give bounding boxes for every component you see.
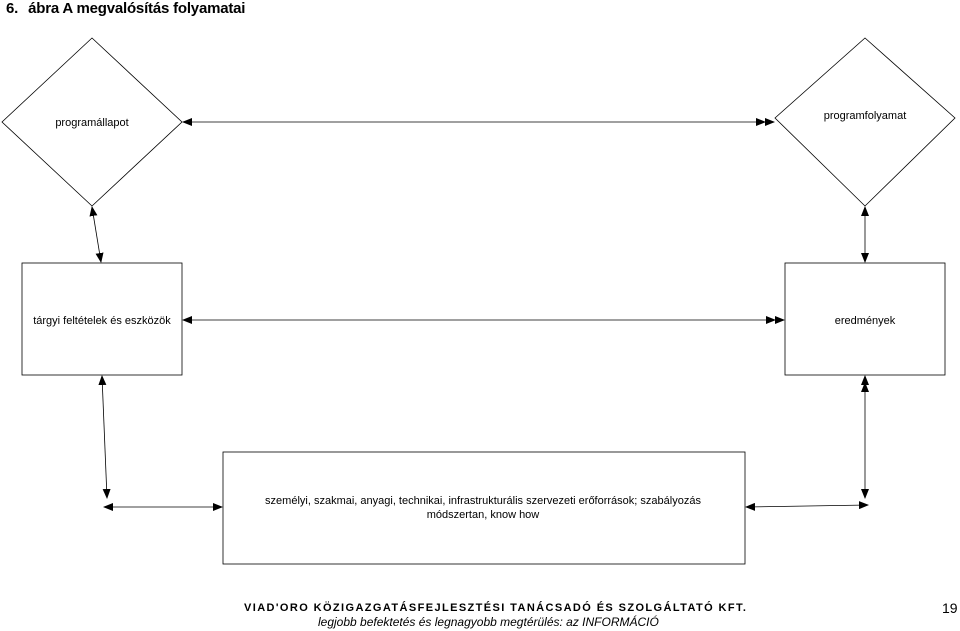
label-programfolyamat: programfolyamat xyxy=(823,110,907,122)
label-programallapot: programállapot xyxy=(55,117,129,129)
label-targyi: tárgyi feltételek és eszközök xyxy=(33,315,171,327)
arrow-bottom-right-horizontal xyxy=(746,505,868,507)
diamond-programfolyamat xyxy=(775,38,955,206)
page-number: 19 xyxy=(942,600,958,616)
footer-slogan: legjobb befektetés és legnagyobb megtérülés: az INFORMÁCIÓ xyxy=(318,615,659,629)
label-eroforrasok-line1: személyi, szakmai, anyagi, technikai, infrastrukturális szervezeti erőforrások; szabályozás xyxy=(265,495,701,507)
arrow-left-box-down xyxy=(102,376,107,498)
figure-caption: ábra A megvalósítás folyamatai xyxy=(28,0,246,17)
arrowhead-right-box-double xyxy=(861,382,869,392)
box-eroforrasok xyxy=(223,452,745,564)
footer-company: VIAD'ORO KÖZIGAZGATÁSFEJLESZTÉSI TANÁCSADÓ ÉS SZOLGÁLTATÓ KFT. xyxy=(244,602,748,614)
arrowhead-top-right-double xyxy=(756,118,766,126)
arrowhead-middle-right-double xyxy=(766,316,776,324)
figure-number: 6. xyxy=(6,0,19,17)
label-eredmenyek: eredmények xyxy=(834,315,896,327)
arrow-left-diamond-to-box xyxy=(92,207,101,262)
label-eroforrasok-line2: módszertan, know how xyxy=(426,509,540,521)
